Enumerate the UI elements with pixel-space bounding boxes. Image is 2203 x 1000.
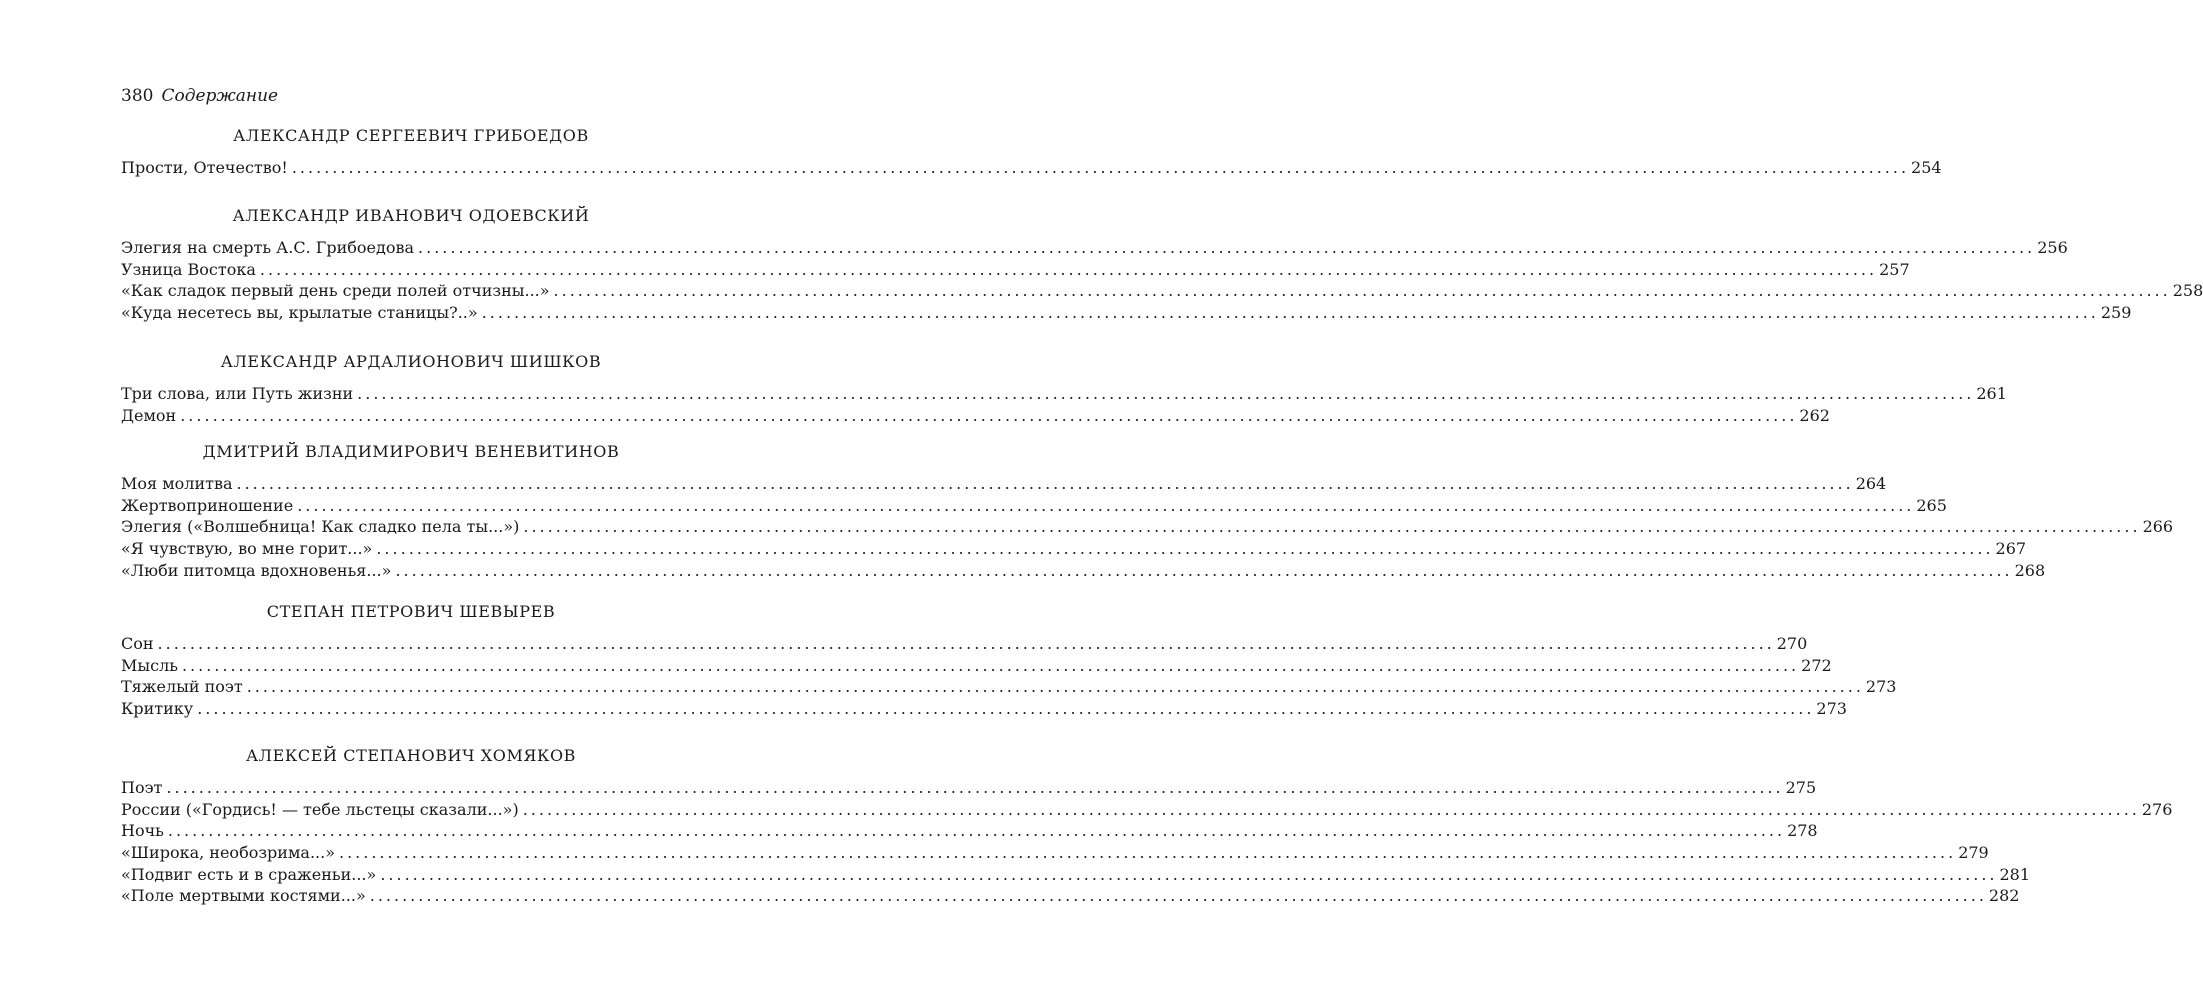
entry-page: 268 <box>2014 560 2046 580</box>
entry-title: Поэт <box>121 778 163 797</box>
author-heading: АЛЕКСАНДР СЕРГЕЕВИЧ ГРИБОЕДОВ <box>233 126 589 145</box>
entry-title: России («Гордись! — тебе льстецы сказали...») <box>121 799 519 819</box>
entry-page: 254 <box>1911 158 1942 177</box>
entry-page: 275 <box>1785 778 1817 797</box>
toc-entry <box>121 885 2020 907</box>
entry-page: 259 <box>2100 303 2132 323</box>
entry-title: Демон <box>121 405 177 425</box>
leader-dots: ........................................................................................................................................................................................................ <box>166 778 1784 797</box>
entry-page: 279 <box>1958 843 1989 863</box>
entry-title: Сон <box>121 634 154 653</box>
leader-dots: ........................................................................................................................................................................................................ <box>236 474 1854 493</box>
entry-title: Критику <box>121 699 194 719</box>
toc-entry <box>121 237 2068 259</box>
leader-dots: ........................................................................................................................................................................................................ <box>369 886 1987 906</box>
leader-dots: ........................................................................................................................................................................................................ <box>197 699 1815 719</box>
entry-title: «Как сладок первый день среди полей отчизны...» <box>121 281 550 301</box>
leader-dots: ........................................................................................................................................................................................................ <box>181 655 1800 675</box>
toc-entry <box>121 799 2173 821</box>
entry-page: 281 <box>1999 864 2031 884</box>
toc-entry <box>121 698 1847 720</box>
leader-dots: ........................................................................................................................................................................................................ <box>167 821 1786 841</box>
leader-dots: ........................................................................................................................................................................................................ <box>395 560 2013 580</box>
toc-entry <box>121 538 2027 560</box>
entry-title: «Широка, необозрима...» <box>121 843 335 863</box>
entry-page: 262 <box>1799 405 1830 425</box>
leader-dots: ........................................................................................................................................................................................................ <box>246 677 1864 697</box>
leader-dots: ........................................................................................................................................................................................................ <box>297 495 1915 515</box>
page-number: 380 <box>121 86 154 106</box>
leader-dots: ........................................................................................................................................................................................................ <box>418 238 2036 257</box>
toc-section <box>121 746 2173 907</box>
entry-page: 276 <box>2141 799 2173 819</box>
leader-dots: ........................................................................................................................................................................................................ <box>380 864 1998 884</box>
entry-title: Тяжелый поэт <box>121 677 243 697</box>
toc-entry <box>121 157 1942 179</box>
leader-dots: ........................................................................................................................................................................................................ <box>522 799 2140 819</box>
entry-page: 258 <box>2172 281 2203 301</box>
toc-section <box>121 442 2174 581</box>
entry-page: 261 <box>1976 384 2007 403</box>
entry-page: 267 <box>1995 539 2027 559</box>
entry-page: 278 <box>1787 821 1818 841</box>
toc-entry <box>121 777 1817 799</box>
entry-title: Элегия на смерть А.С. Грибоедова <box>121 238 415 257</box>
toc-entry <box>121 405 1830 427</box>
toc-entry <box>121 655 1832 677</box>
leader-dots: ........................................................................................................................................................................................................ <box>157 634 1775 653</box>
leader-dots: ........................................................................................................................................................................................................ <box>339 843 1957 863</box>
entry-page: 273 <box>1865 677 1897 697</box>
toc-entry <box>121 676 1897 698</box>
entry-page: 273 <box>1816 699 1847 719</box>
toc-entry <box>121 473 1887 495</box>
leader-dots: ........................................................................................................................................................................................................ <box>357 384 1975 403</box>
leader-dots: ........................................................................................................................................................................................................ <box>553 281 2171 301</box>
page-title: Содержание <box>161 86 279 106</box>
toc-entry <box>121 560 2046 582</box>
entry-page: 257 <box>1879 259 1910 279</box>
toc-section <box>121 126 1942 179</box>
leader-dots: ........................................................................................................................................................................................................ <box>376 539 1994 559</box>
entry-title: «Подвиг есть и в сраженьи...» <box>121 864 377 884</box>
entry-title: Элегия («Волшебница! Как сладко пела ты...») <box>121 517 520 537</box>
entry-title: Мысль <box>121 655 178 675</box>
leader-dots: ........................................................................................................................................................................................................ <box>180 405 1798 425</box>
leader-dots: ........................................................................................................................................................................................................ <box>481 303 2099 323</box>
toc-entry <box>121 516 2174 538</box>
entry-page: 270 <box>1776 634 1808 653</box>
entry-title: Узница Востока <box>121 259 256 279</box>
leader-dots: ........................................................................................................................................................................................................ <box>523 517 2141 537</box>
author-heading: АЛЕКСЕЙ СТЕПАНОВИЧ ХОМЯКОВ <box>245 746 577 765</box>
entry-page: 266 <box>2142 517 2174 537</box>
entry-title: Моя молитва <box>121 474 233 493</box>
entry-page: 265 <box>1916 495 1947 515</box>
toc-entry <box>121 820 1818 842</box>
leader-dots: ........................................................................................................................................................................................................ <box>291 158 1910 177</box>
entry-page: 272 <box>1801 655 1832 675</box>
toc-entry <box>121 383 2007 405</box>
toc-entry <box>121 495 1947 517</box>
author-heading: АЛЕКСАНДР АРДАЛИОНОВИЧ ШИШКОВ <box>220 352 602 371</box>
toc-section <box>121 206 2203 324</box>
entry-title: «Люби питомца вдохновенья...» <box>121 560 392 580</box>
entry-title: «Куда несетесь вы, крылатые станицы?..» <box>121 303 478 323</box>
leader-dots: ........................................................................................................................................................................................................ <box>259 259 1878 279</box>
entry-title: Прости, Отечество! <box>121 158 288 177</box>
entry-title: Ночь <box>121 821 164 841</box>
entry-title: «Поле мертвыми костями...» <box>121 886 366 906</box>
toc-section <box>121 352 2007 426</box>
toc-entry <box>121 259 1910 281</box>
entry-title: Жертвоприношение <box>121 495 294 515</box>
running-head <box>121 86 278 106</box>
toc-entry <box>121 864 2031 886</box>
toc-entry <box>121 280 2203 302</box>
toc-entry <box>121 842 1989 864</box>
entry-title: «Я чувствую, во мне горит...» <box>121 539 373 559</box>
entry-page: 282 <box>1988 886 2020 906</box>
entry-page: 264 <box>1855 474 1887 493</box>
toc-entry <box>121 302 2132 324</box>
author-heading: АЛЕКСАНДР ИВАНОВИЧ ОДОЕВСКИЙ <box>232 206 590 225</box>
entry-title: Три слова, или Путь жизни <box>121 384 354 403</box>
author-heading: ДМИТРИЙ ВЛАДИМИРОВИЧ ВЕНЕВИТИНОВ <box>202 442 620 461</box>
entry-page: 256 <box>2037 238 2068 257</box>
toc-entry <box>121 633 1808 655</box>
toc-section <box>121 602 1897 720</box>
author-heading: СТЕПАН ПЕТРОВИЧ ШЕВЫРЕВ <box>266 602 556 621</box>
